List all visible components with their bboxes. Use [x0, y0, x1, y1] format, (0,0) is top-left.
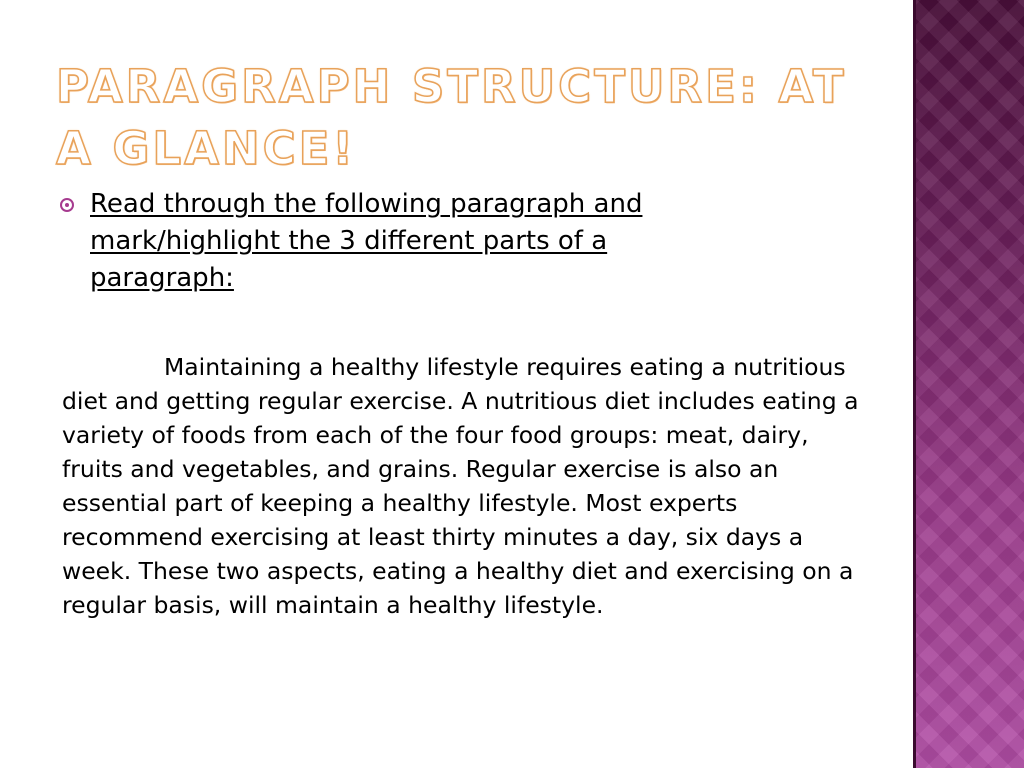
- radio-bullet-icon: [60, 198, 74, 212]
- side-band-edge: [913, 0, 916, 768]
- slide-title: PARAGRAPH STRUCTURE: AT A GLANCE!: [56, 60, 847, 175]
- bullet-item: [60, 186, 760, 297]
- decorative-side-band: [913, 0, 1024, 768]
- sample-paragraph: Maintaining a healthy lifestyle requires eating a nutritious diet and getting regular exercise. A nutritious diet includes eating a variety of foods from each of the four food groups: meat, dairy, fruits and vegetables, and grains. Regular exercise is also an essential part of keeping a healthy lifestyle. Most experts recommend exercising at least thirty minutes a day, six days a week. These two aspects, eating a healthy diet and exercising on a regular basis, will maintain a healthy lifestyle.: [62, 353, 859, 619]
- instruction-text: Read through the following paragraph and mark/highlight the 3 different parts of a paragraph:: [90, 189, 643, 293]
